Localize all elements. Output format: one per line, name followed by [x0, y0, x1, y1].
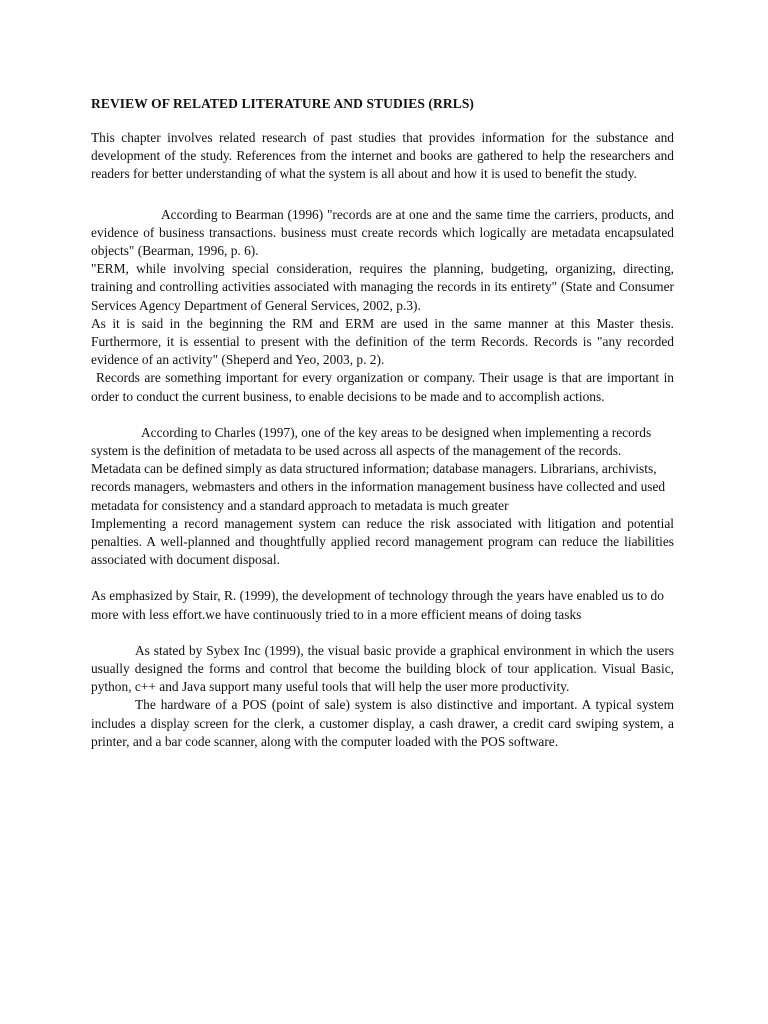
implementing-paragraph: Implementing a record management system can reduce the risk associated with litigation and potential penalties. A well-planned and thoughtfully applied record management program can reduce the liabilities associated with document disposal.	[91, 515, 674, 568]
section-title: REVIEW OF RELATED LITERATURE AND STUDIES (RRLS)	[91, 96, 475, 111]
records-importance-paragraph: Records are something important for every organization or company. Their usage is that are important in order to conduct the current business, to enable decisions to be made and to accomplish actions.	[91, 370, 674, 404]
bearman-paragraph: According to Bearman (1996) "records are at one and the same time the carriers, products, and evidence of business transactions. business must create records which logically are metadata encapsulated objects" (Bearman, 1996, p. 6).	[91, 206, 674, 259]
intro-paragraph: This chapter involves related research of past studies that provides information for the substance and development of the study. References from the internet and books are gathered to help the researchers and readers for better understanding of what the system is all about and how it is used to benefit the study.	[91, 130, 674, 182]
stair-paragraph: As emphasized by Stair, R. (1999), the development of technology through the years have enabled us to do more with less effort.we have continuously tried to in a more efficient means of doing tasks	[91, 588, 664, 622]
document-body	[91, 95, 674, 751]
pos-hardware-paragraph: The hardware of a POS (point of sale) system is also distinctive and important. A typical system includes a display screen for the clerk, a customer display, a cash drawer, a credit card swiping system, a printer, and a bar code scanner, along with the computer loaded with the POS software.	[91, 697, 674, 749]
sybex-paragraph: As stated by Sybex Inc (1999), the visual basic provide a graphical environment in which the users usually designed the forms and control that become the building block of tour application. Visual Basic, python, c++ and Java support many useful tools that will help the user more productivity.	[91, 642, 674, 695]
charles-paragraph: According to Charles (1997), one of the key areas to be designed when implementing a records system is the definition of metadata to be used across all aspects of the management of the records. Metadata can be defined simply as data structured information; database managers. Librarians, archivists, records managers, webmasters and others in the information management business have collected and used metadata for consistency and a standard approach to metadata is much greater	[91, 424, 666, 513]
erm-paragraph: "ERM, while involving special consideration, requires the planning, budgeting, organizing, directing, training and controlling activities associated with managing the records in its entirety" (State and Consumer Services Agency Department of General Services, 2002, p.3).	[91, 261, 674, 313]
rm-erm-paragraph: As it is said in the beginning the RM and ERM are used in the same manner at this Master thesis. Furthermore, it is essential to present with the definition of the term Records. Records is "any recorded evidence of an activity" (Sheperd and Yeo, 2003, p. 2).	[91, 315, 674, 368]
